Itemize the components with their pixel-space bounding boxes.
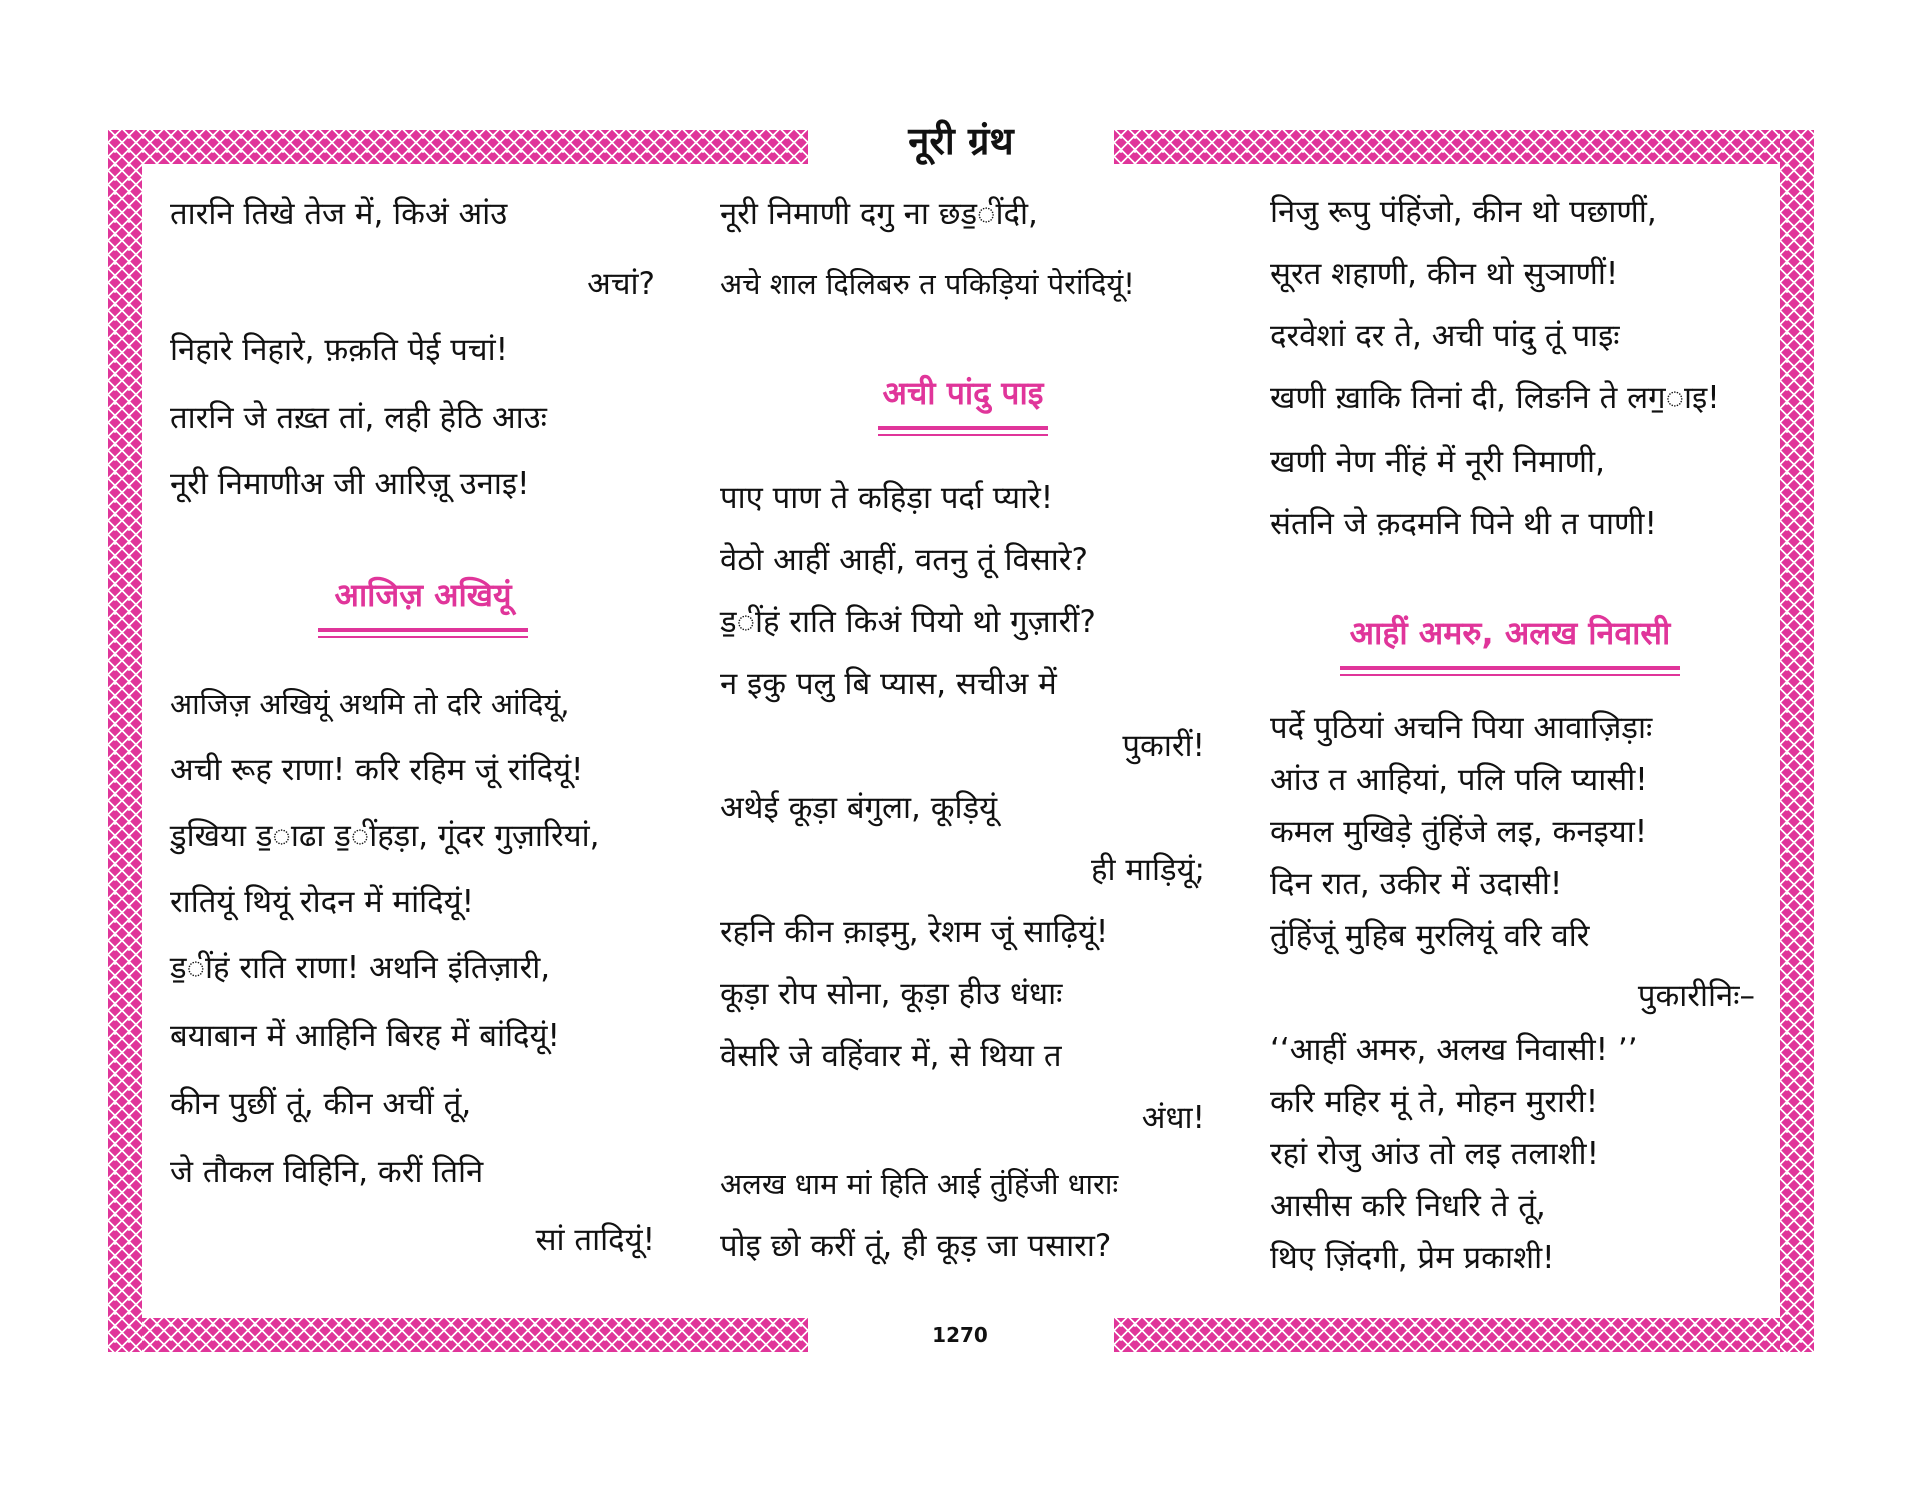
verse-line: अची रूह राणा! करि रहिम जूं रांदियूं! [170,752,584,788]
verse-line: पुकारीनिः– [1637,978,1755,1014]
verse-line: पोइ छो करीं तूं, ही कूड़ जा पसारा? [720,1228,1112,1264]
page-number: 1270 [932,1323,988,1347]
decorative-border-left [108,130,142,1352]
verse-line: अंधा! [1141,1100,1205,1136]
verse-line: रहां रोजु आंउ तो लइ तलाशी! [1270,1136,1600,1172]
verse-line: रहनि कीन क़ाइमु, रेशम जूं साढ़ियूं! [720,914,1109,950]
verse-line: कीन पुछीं तूं, कीन अचीं तूं, [170,1086,472,1122]
verse-line: निहारे निहारे, फ़क़ति पेई पचां! [170,332,509,368]
verse-line: आंउ त आहियां, पलि पलि प्यासी! [1270,762,1648,798]
verse-line: तुंहिंजूं मुहिब मुरलियूं वरि वरि [1270,918,1590,954]
verse-line: खणी ख़ाकि तिनां दी, लिङनि ते लग॒ाइ! [1270,380,1720,416]
verse-line: ड॒ींहं राति राणा! अथनि इंतिज़ारी, [170,950,551,986]
verse-line: थिए ज़िंदगी, प्रेम प्रकाशी! [1270,1240,1555,1276]
verse-line: जे तौकल विहिनि, करीं तिनि [170,1154,484,1190]
verse-line: पाए पाण ते कहिड़ा पर्दा प्यारे! [720,480,1054,516]
verse-line: ‘‘आहीं अमरु, अलख निवासी! ’’ [1270,1032,1638,1068]
decorative-border-top-right [1114,130,1814,164]
poem-title: अची पांदु पाइ [882,374,1044,412]
verse-line: अलख धाम मां हिति आई तुंहिंजी धाराः [720,1167,1119,1201]
verse-line: ही माड़ियूं; [1091,852,1205,888]
verse-line: न इकु पलु बि प्यास, सचीअ में [720,666,1057,702]
poem-title: आजिज़ अखियूं [334,576,512,614]
verse-line: वेठो आहीं आहीं, वतनु तूं विसारे? [720,542,1088,578]
verse-line: रातियूं थियूं रोदन में मांदियूं! [170,884,474,920]
verse-line: वेसरि जे वहिंवार में, से थिया त [720,1038,1062,1074]
decorative-border-bottom-left [108,1318,808,1352]
decorative-border-bottom-right [1114,1318,1814,1352]
verse-line: आजिज़ अखियूं अथमि तो दरि आंदियूं, [170,687,570,721]
verse-line: दरवेशां दर ते, अची पांदु तूं पाइः [1270,318,1620,354]
title-underline [318,628,528,638]
verse-line: नूरी निमाणीअ जी आरिज़ू उनाइ! [170,466,530,502]
verse-line: बयाबान में आहिनि बिरह में बांदियूं! [170,1018,560,1054]
page-header-title: नूरी ग्रंथ [908,119,1014,163]
verse-line: सां तादियूं! [535,1222,655,1258]
verse-line: सूरत शहाणी, कीन थो सुञाणीं! [1270,256,1619,292]
verse-line: डुखिया ड॒ाढा ड॒ींहड़ा, गूंदर गुज़ारियां, [170,818,600,854]
verse-line: कमल मुखिड़े तुंहिंजे लइ, कनइया! [1270,814,1648,850]
decorative-border-right [1780,130,1814,1352]
title-underline [1340,666,1680,676]
verse-line: कूड़ा रोप सोना, कूड़ा हीउ धंधाः [720,976,1063,1012]
decorative-border-top-left [108,130,808,164]
title-underline [878,426,1048,436]
verse-line: दिन रात, उकीर में उदासी! [1270,866,1563,902]
verse-line: तारनि तिखे तेज में, किअं आंउ [170,196,508,232]
verse-line: अचां? [587,266,655,302]
verse-line: खणी नेण नींहं में नूरी निमाणी, [1270,444,1605,480]
verse-line: अचे शाल दिलिबरु त पकिड़ियां पेरांदियूं! [720,267,1135,301]
verse-line: पर्दे पुठियां अचनि पिया आवाज़िड़ाः [1270,710,1653,746]
verse-line: आसीस करि निधरि ते तूं, [1270,1188,1546,1224]
poem-title: आहीं अमरु, अलख निवासी [1349,614,1671,652]
verse-line: अथेई कूड़ा बंगुला, कूड़ियूं [720,790,998,826]
verse-line: निजु रूपु पंहिंजो, कीन थो पछाणीं, [1270,194,1657,230]
verse-line: नूरी निमाणी दगु ना छड॒ींदी, [720,196,1038,232]
verse-line: तारनि जे तख़्त तां, लही हेठि आउः [170,400,547,436]
verse-line: ड॒ींहं राति किअं पियो थो गुज़ारीं? [720,604,1096,640]
verse-line: संतनि जे क़दमनि पिने थी त पाणी! [1270,506,1657,542]
verse-line: पुकारीं! [1122,728,1205,764]
verse-line: करि महिर मूं ते, मोहन मुरारी! [1270,1084,1599,1120]
